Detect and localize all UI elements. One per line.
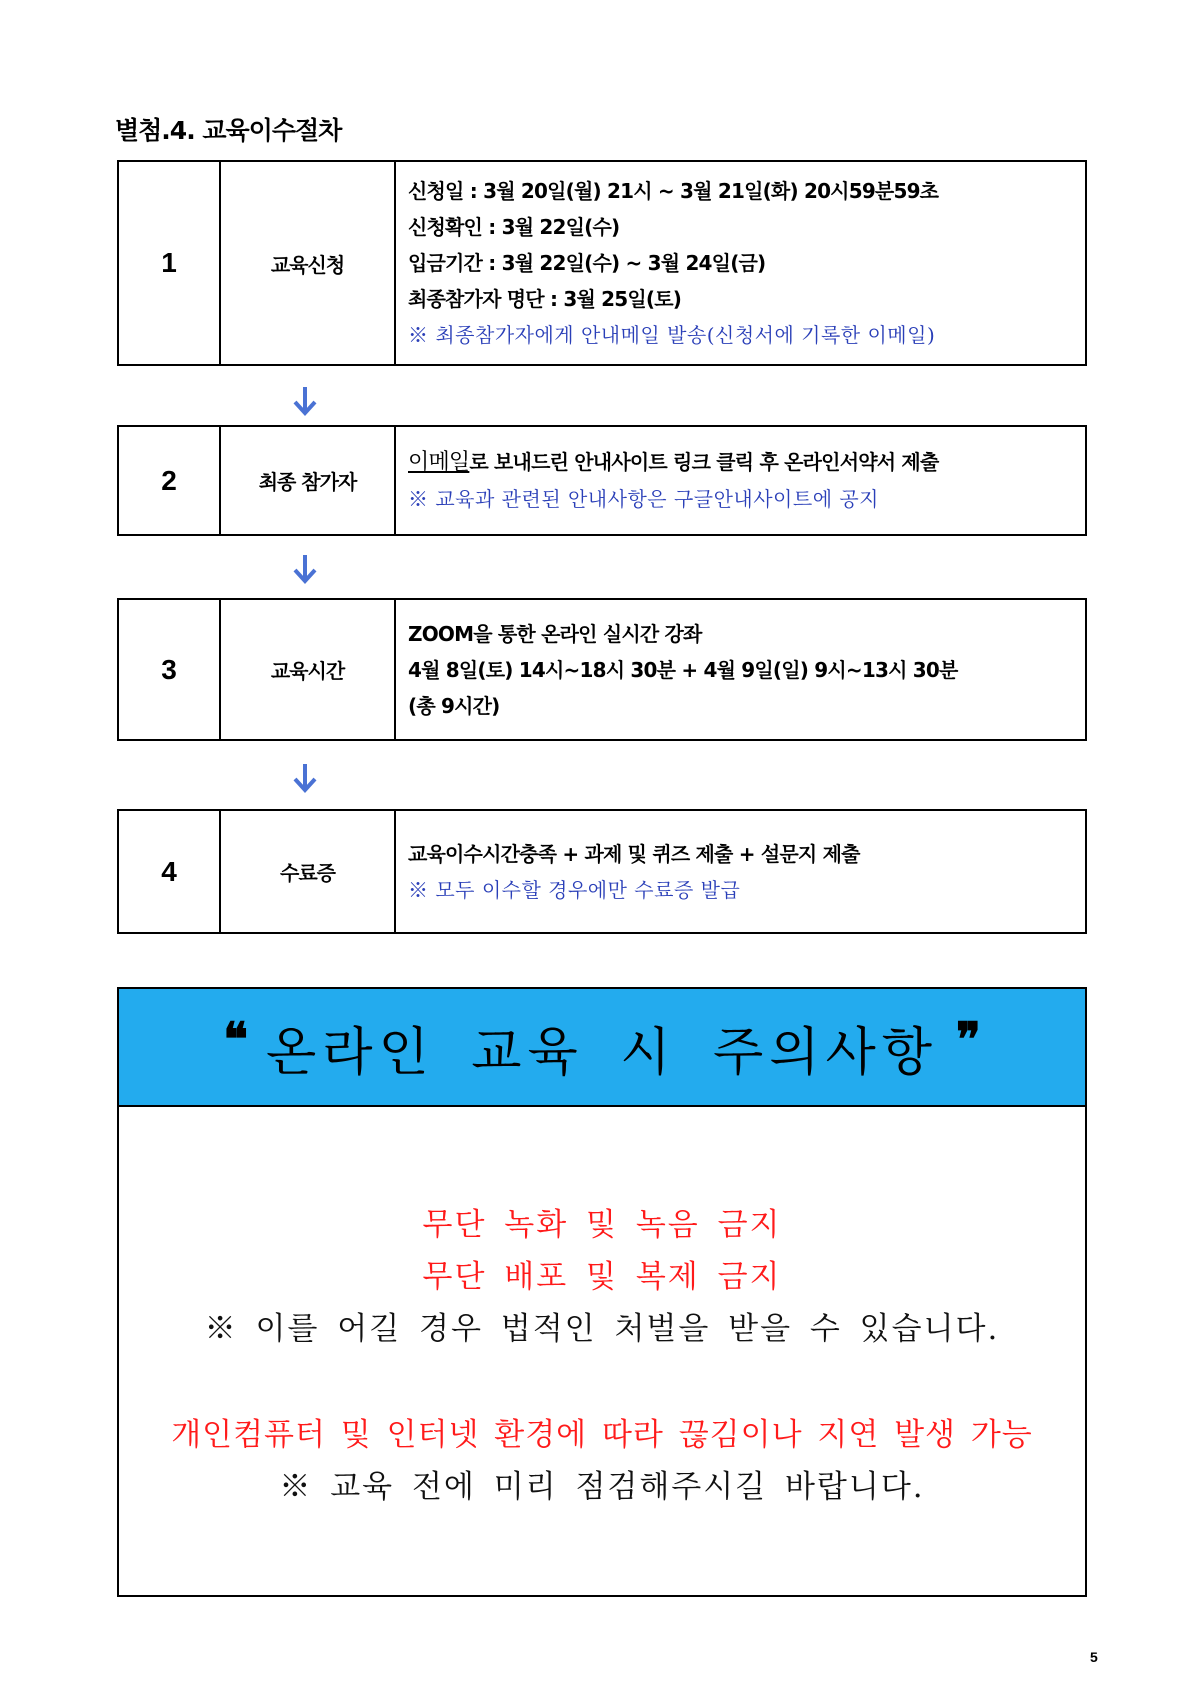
step-label: 교육시간 bbox=[221, 600, 396, 739]
step-line: 4월 8일(토) 14시~18시 30분 + 4월 9일(일) 9시~13시 30분 bbox=[408, 657, 958, 682]
step-line: ZOOM을 통한 온라인 실시간 강좌 bbox=[408, 621, 702, 646]
step-3 bbox=[117, 598, 1087, 741]
step-note: ※ 교육과 관련된 안내사항은 구글안내사이트에 공지 bbox=[408, 487, 880, 511]
section-title: 별첨.4. 교육이수절차 bbox=[115, 116, 342, 145]
step-content bbox=[396, 811, 1085, 932]
notice-title: 온라인 교육 시 주의사항 bbox=[266, 1022, 938, 1083]
step-label: 수료증 bbox=[221, 811, 396, 932]
warning-note: ※ 이를 어길 경우 법적인 처벌을 받을 수 있습니다. bbox=[204, 1311, 1000, 1347]
step-line: (총 9시간) bbox=[408, 693, 500, 718]
step-line: 입금기간 : 3월 22일(수) ~ 3월 24일(금) bbox=[408, 251, 766, 275]
step-line-rest: 로 보내드린 안내사이트 링크 클릭 후 온라인서약서 제출 bbox=[469, 450, 939, 474]
step-content bbox=[396, 600, 1085, 739]
down-arrow-icon bbox=[290, 553, 320, 585]
step-number: 1 bbox=[119, 162, 221, 364]
step-number: 2 bbox=[119, 427, 221, 534]
email-underlined-text: 이메일 bbox=[408, 450, 470, 475]
step-1 bbox=[117, 160, 1087, 366]
step-content bbox=[396, 162, 1085, 364]
step-number: 3 bbox=[119, 600, 221, 739]
step-label: 최종 참가자 bbox=[221, 427, 396, 534]
page-number: 5 bbox=[1090, 1649, 1098, 1665]
step-label: 교육신청 bbox=[221, 162, 396, 364]
warning-line: 무단 녹화 및 녹음 금지 bbox=[422, 1207, 782, 1243]
notice-header bbox=[119, 989, 1085, 1107]
caution-line: 개인컴퓨터 및 인터넷 환경에 따라 끊김이나 지연 발생 가능 bbox=[171, 1417, 1033, 1453]
step-note: ※ 최종참가자에게 안내메일 발송(신청서에 기록한 이메일) bbox=[408, 323, 936, 347]
warning-line: 무단 배포 및 복제 금지 bbox=[422, 1259, 782, 1295]
step-line: 신청일 : 3월 20일(월) 21시 ~ 3월 21일(화) 20시59분59초 bbox=[408, 179, 939, 203]
down-arrow-icon bbox=[290, 762, 320, 794]
step-number: 4 bbox=[119, 811, 221, 932]
caution-note: ※ 교육 전에 미리 점검해주시길 바랍니다. bbox=[279, 1469, 925, 1505]
step-note: ※ 모두 이수할 경우에만 수료증 발급 bbox=[408, 877, 741, 902]
down-arrow-icon bbox=[290, 385, 320, 417]
step-line: 교육이수시간충족 + 과제 및 퀴즈 제출 + 설문지 제출 bbox=[408, 841, 860, 866]
step-4 bbox=[117, 809, 1087, 934]
notice-box bbox=[117, 987, 1087, 1597]
step-2 bbox=[117, 425, 1087, 536]
open-quote-icon: ❝ bbox=[223, 1012, 249, 1066]
close-quote-icon: ❞ bbox=[955, 1012, 981, 1066]
step-line: 최종참가자 명단 : 3월 25일(토) bbox=[408, 287, 682, 311]
notice-body bbox=[119, 1199, 1085, 1513]
step-line bbox=[408, 444, 1073, 481]
step-line: 신청확인 : 3월 22일(수) bbox=[408, 215, 620, 239]
step-content bbox=[396, 427, 1085, 534]
